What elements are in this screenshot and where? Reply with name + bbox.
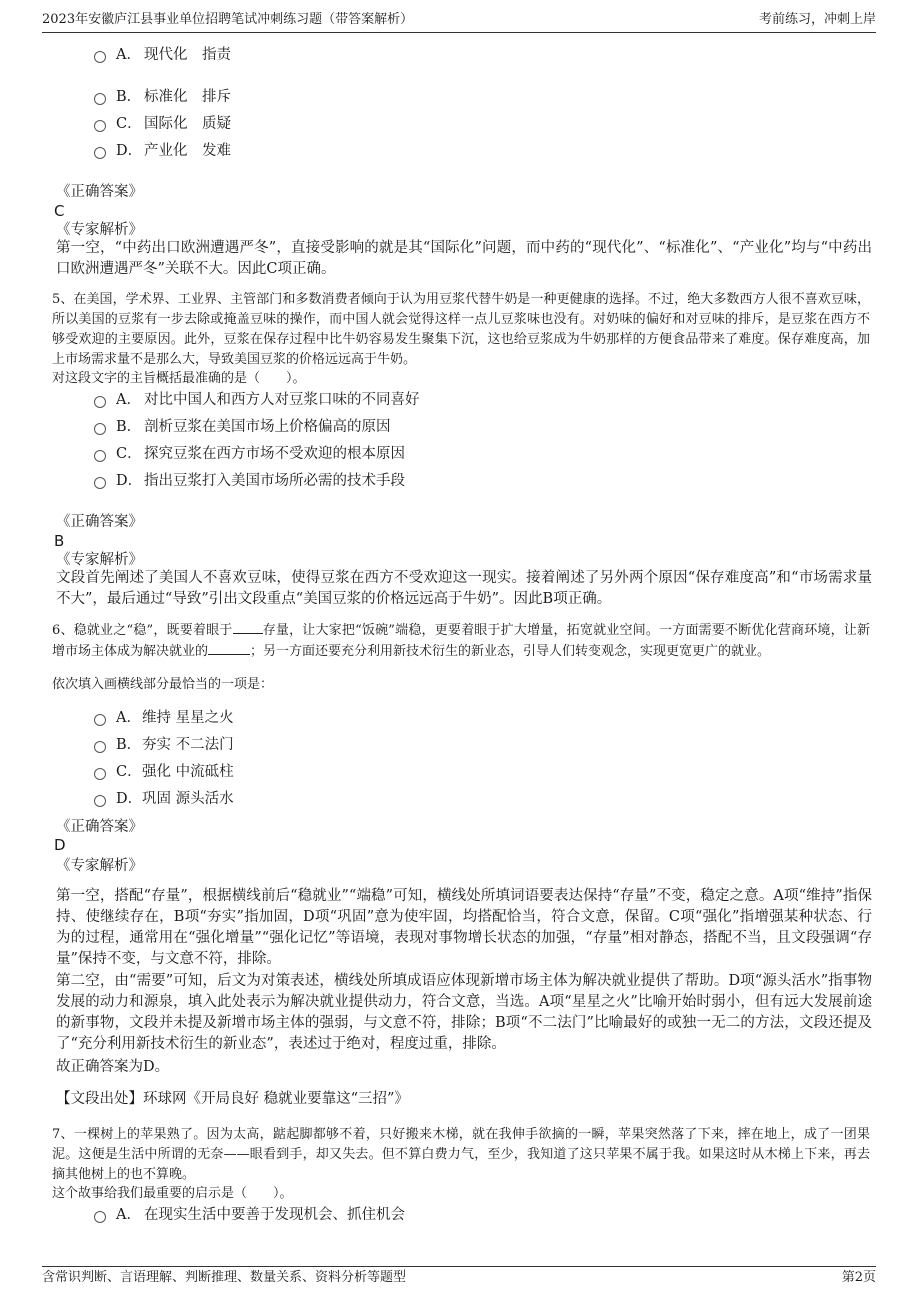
radio-icon[interactable] bbox=[94, 477, 106, 489]
q6-stem: 6、稳就业之“稳”，既要着眼于 存量，让大家把“饭碗”端稳，更要着眼于扩大增量，拓宽就业空间。一方面需要不断优化营商环境，让新增市场主体成为解决就业的 ；另一方面还要充分利用新技术衍生的新业态，引导人们转变观念，实现更宽更广的就业。 bbox=[52, 620, 870, 662]
q4-answer-label: 《正确答案》 bbox=[56, 184, 143, 200]
radio-icon[interactable] bbox=[94, 768, 106, 780]
q5-answer-label: 《正确答案》 bbox=[56, 514, 143, 530]
page-header bbox=[42, 10, 876, 33]
radio-icon[interactable] bbox=[94, 93, 106, 105]
header-slogan: 考前练习，冲刺上岸 bbox=[758, 12, 876, 27]
radio-icon[interactable] bbox=[94, 396, 106, 408]
q4-analysis-label: 《专家解析》 bbox=[56, 222, 143, 238]
q4-analysis: 第一空，“中药出口欧洲遭遇严冬”，直接受影响的就是其“国际化”问题，而中药的“现代化”、“标准化”、“产业化”均与“中药出口欧洲遭遇严冬”关联不大。因此C项正确。 bbox=[56, 240, 872, 277]
q6-option-d[interactable]: D．巩固 源头活水 bbox=[94, 788, 234, 810]
radio-icon[interactable] bbox=[94, 741, 106, 753]
document-title: 2023年安徽庐江县事业单位招聘笔试冲刺练习题（带答案解析） bbox=[42, 12, 414, 27]
q5-answer: B bbox=[54, 532, 65, 550]
q5-option-d[interactable]: D． 指出豆浆打入美国市场所必需的技术手段 bbox=[94, 470, 405, 492]
q6-option-c[interactable]: C．强化 中流砥柱 bbox=[94, 761, 234, 783]
q5-stem: 5、在美国，学术界、工业界、主管部门和多数消费者倾向于认为用豆浆代替牛奶是一种更健康的选择。不过，绝大多数西方人很不喜欢豆味，所以美国的豆浆有一步去除或掩盖豆味的操作，而中国人就会觉得这样一点儿豆浆味也没有。对奶味的偏好和对豆味的排斥，是豆浆在西方不够受欢迎的主要原因。此外，豆浆在保存过程中比牛奶容易发生聚集下沉，这也给豆浆成为牛奶那样的方便食品带来了难度。保存难度高，加上市场需求量不是那么大，导致美国豆浆的价格远远高于牛奶。 bbox=[52, 292, 870, 367]
radio-icon[interactable] bbox=[94, 714, 106, 726]
q5-prompt: 对这段文字的主旨概括最准确的是（ ）。 bbox=[52, 371, 306, 386]
q6-option-a[interactable]: A．维持 星星之火 bbox=[94, 707, 234, 729]
q5-option-a[interactable]: A． 对比中国人和西方人对豆浆口味的不同喜好 bbox=[94, 389, 420, 411]
q6-source: 【文段出处】环球网《开局良好 稳就业要靠这“三招”》 bbox=[56, 1091, 409, 1107]
blank-2 bbox=[208, 641, 250, 655]
q5-option-c[interactable]: C． 探究豆浆在西方市场不受欢迎的根本原因 bbox=[94, 443, 405, 465]
q7-stem: 7、一棵树上的苹果熟了。因为太高，踮起脚都够不着，只好搬来木梯，就在我伸手欲摘的一瞬，苹果突然落了下来，摔在地上，成了一团果泥。这便是生活中所谓的无奈——眼看到手，却又失去。但不算白费力气，至少，我知道了这只苹果不属于我。如果这时从木梯上下来，再去摘其他树上的也不算晚。 bbox=[52, 1127, 870, 1182]
q4-option-c[interactable]: C． 国际化 质疑 bbox=[94, 113, 231, 135]
radio-icon[interactable] bbox=[94, 450, 106, 462]
q6-analysis-p2: 第二空，由“需要”可知，后文为对策表述，横线处所填成语应体现新增市场主体为解决就业提供了帮助。D项“源头活水”指事物发展的动力和源泉，填入此处表示为解决就业提供动力，符合文意，当选。A项“星星之火”比喻开始时弱小，但有远大发展前途的新事物，文段并未提及新增市场主体的强弱，与文意不符，排除；B项“不二法门”比喻最好的或独一无二的方法，文段还提及了“充分利用新技术衍生的新业态”，表述过于绝对，程度过重，排除。 bbox=[56, 973, 872, 1052]
q6-prompt: 依次填入画横线部分最恰当的一项是： bbox=[52, 677, 274, 692]
q5-option-b[interactable]: B． 剖析豆浆在美国市场上价格偏高的原因 bbox=[94, 416, 391, 438]
q6-analysis-label: 《专家解析》 bbox=[56, 858, 143, 874]
q4-answer: C bbox=[54, 202, 65, 220]
radio-icon[interactable] bbox=[94, 51, 106, 63]
radio-icon[interactable] bbox=[94, 1211, 106, 1223]
footer-note: 含常识判断、言语理解、判断推理、数量关系、资料分析等题型 bbox=[42, 1270, 407, 1285]
q6-answer: D bbox=[54, 836, 66, 854]
q7-prompt: 这个故事给我们最重要的启示是（ ）。 bbox=[52, 1186, 293, 1201]
q4-option-d[interactable]: D． 产业化 发难 bbox=[94, 140, 231, 162]
q6-option-b[interactable]: B．夯实 不二法门 bbox=[94, 734, 234, 756]
q6-analysis-p3: 故正确答案为D。 bbox=[56, 1059, 170, 1075]
radio-icon[interactable] bbox=[94, 120, 106, 132]
q4-option-a[interactable]: A． 现代化 指责 bbox=[94, 44, 231, 66]
radio-icon[interactable] bbox=[94, 423, 106, 435]
radio-icon[interactable] bbox=[94, 147, 106, 159]
q7-option-a[interactable]: A． 在现实生活中要善于发现机会、抓住机会 bbox=[94, 1204, 405, 1226]
page-number: 第2页 bbox=[841, 1270, 876, 1285]
q6-analysis-p1: 第一空，搭配“存量”，根据横线前后“稳就业”“端稳”可知，横线处所填词语要表达保持“存量”不变，稳定之意。A项“维持”指保持、使继续存在，B项“夯实”指加固，D项“巩固”意为使牢固，均搭配恰当，符合文意，保留。C项“强化”指增强某种状态、行为的过程，通常用在“强化增量”“强化记忆”等语境，表现对事物增长状态的加强，“存量”相对静态，搭配不当，且文段强调“存量”保持不变，与文意不符，排除。 bbox=[56, 888, 872, 967]
q5-analysis-label: 《专家解析》 bbox=[56, 552, 143, 568]
blank-1 bbox=[233, 620, 263, 634]
radio-icon[interactable] bbox=[94, 795, 106, 807]
q5-analysis: 文段首先阐述了美国人不喜欢豆味，使得豆浆在西方不受欢迎这一现实。接着阐述了另外两个原因“保存难度高”和“市场需求量不大”，最后通过“导致”引出文段重点“美国豆浆的价格远远高于牛奶”。因此B项正确。 bbox=[56, 570, 872, 607]
q4-option-b[interactable]: B． 标准化 排斥 bbox=[94, 86, 231, 108]
page-footer bbox=[42, 1266, 876, 1289]
q6-answer-label: 《正确答案》 bbox=[56, 819, 143, 835]
